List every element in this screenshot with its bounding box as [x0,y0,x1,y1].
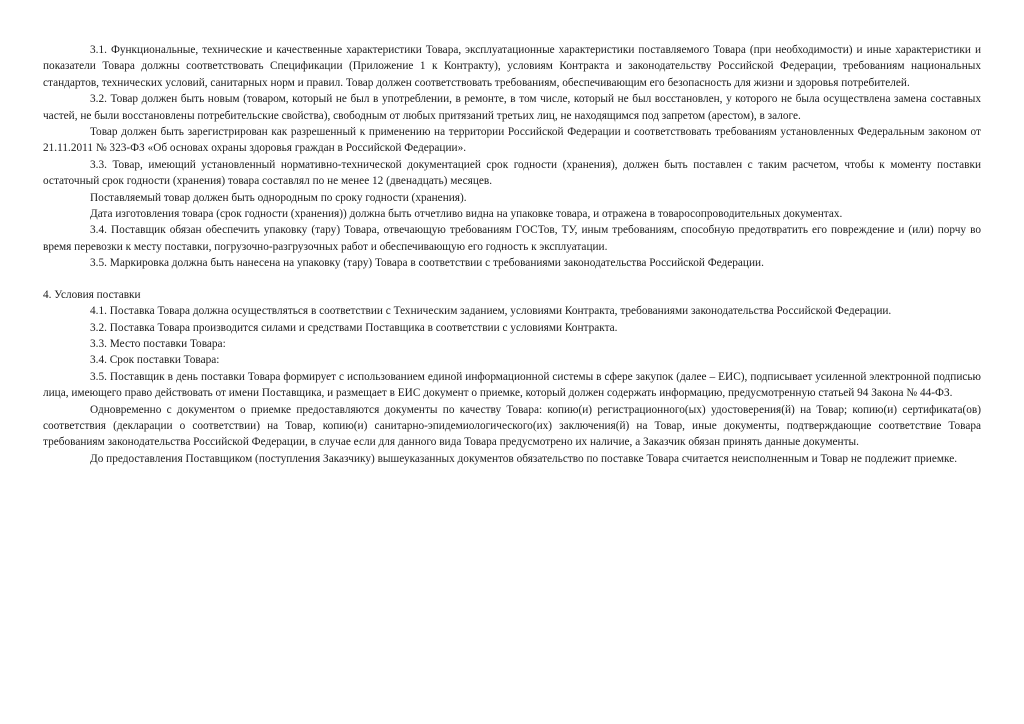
delivery-clause-3-2: 3.2. Поставка Товара производится силами и средствами Поставщика в соответствии с условиями Контракта. [90,321,618,334]
document-page [43,42,981,467]
clause-3-3: 3.3. Товар, имеющий установленный нормативно-технической документацией срок годности (хранения), должен быть поставлен с таким расчетом, чтобы к моменту поставки остаточный срок годности (хранения) товара составлял по не менее 12 (двенадцать) месяцев. [43,158,981,188]
delivery-term-clause: 3.4. Срок поставки Товара: [90,354,220,367]
manufacture-date-paragraph: Дата изготовления товара (срок годности (хранения)) должна быть отчетливо видна на упаковке товара, и отражена в товаросопроводительных документах. [90,208,843,221]
section-4-heading: 4. Условия поставки [43,288,141,301]
clause-3-4: 3.4. Поставщик обязан обеспечить упаковку (тару) Товара, отвечающую требованиям ГОСТов, ТУ, иным требованиям, способную предотвратить его повреждение и (или) порчу во время перевозки к месту поставки, погрузочно-разгрузочных работ и обеспечивающую его годность к эксплуатации. [43,224,981,253]
shelf-life-uniformity-paragraph: Поставляемый товар должен быть однородным по сроку годности (хранения). [90,191,467,204]
clause-4-1: 4.1. Поставка Товара должна осуществляться в соответствии с Техническим заданием, условиями Контракта, требованиями законодательства Российской Федерации. [90,305,892,318]
non-fulfillment-paragraph: До предоставления Поставщиком (поступления Заказчику) вышеуказанных документов обязательство по поставке Товара считается неисполненным и Товар не подлежит приемке. [90,452,958,465]
section-spacer [43,272,981,287]
acceptance-document-clause: 3.5. Поставщик в день поставки Товара формирует с использованием единой информационной системы в сфере закупок (далее – ЕИС), подписывает усиленной электронной подписью лица, имеющего право действовать от имени Поставщика, и размещает в ЕИС документ о приемке, который должен содержать информацию, предусмотренную статьей 94 Закона № 44-ФЗ. [43,370,981,400]
clause-3-1: 3.1. Функциональные, технические и качественные характеристики Товара, эксплуатационные характеристики поставляемого Товара (при необходимости) и иные характеристики и показатели Товара должны соответствовать Спецификации (Приложение 1 к Контракту), условиям Контракта и законодательству Российской Федерации, требованиям национальных стандартов, технических условий, санитарных норм и правил. Товар должен соответствовать требованиям, обеспечивающим его безопасность для жизни и здоровья потребителей. [43,44,981,89]
clause-3-2: 3.2. Товар должен быть новым (товаром, который не был в употреблении, в ремонте, в том числе, который не был восстановлен, у которого не была осуществлена замена составных частей, не были восстановлены потребительские свойства), свободным от любых притязаний третьих лиц, не находящимся под запретом (арестом), в залоге. [43,93,981,122]
clause-3-5: 3.5. Маркировка должна быть нанесена на упаковку (тару) Товара в соответствии с требованиями законодательства Российской Федерации. [90,257,764,270]
delivery-place-clause: 3.3. Место поставки Товара: [90,337,226,350]
quality-documents-paragraph: Одновременно с документом о приемке предоставляются документы по качеству Товара: копию(и) регистрационного(ых) удостоверения(й) на Товар; копию(и) сертификата(ов) соответствия (декларации о соответствии) на Товар, копию(и) санитарно-эпидемиологического(их) заключения(й) на Товар, иные документы, подтверждающие соответствие Товара требованиям законодательства Российской Федерации, в случае если для данного вида Товара предусмотрено их наличие, а Заказчик обязан принять данные документы. [43,403,981,449]
registration-paragraph: Товар должен быть зарегистрирован как разрешенный к применению на территории Российской Федерации и соответствовать требованиям установленных Федеральным законом от 21.11.2011 № 323-ФЗ «Об основах охраны здоровья граждан в Российской Федерации». [43,126,981,155]
